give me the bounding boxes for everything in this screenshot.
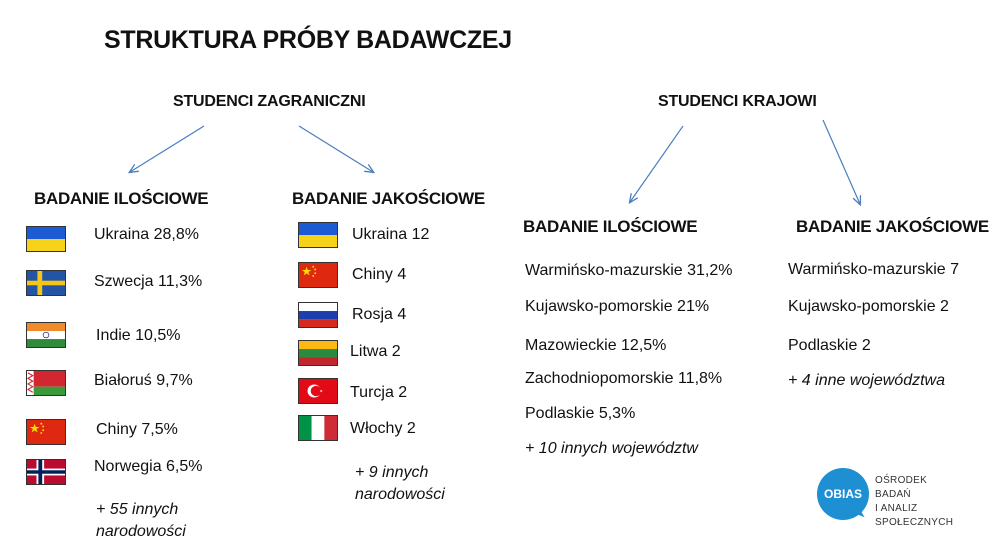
logo-caption bbox=[875, 474, 953, 530]
arrow-domestic-quantitative bbox=[630, 126, 683, 202]
belarus-flag-icon bbox=[26, 370, 66, 396]
russia-flag-icon bbox=[298, 302, 338, 328]
list-item: Chiny 7,5% bbox=[96, 421, 178, 438]
sweden-flag-icon bbox=[26, 270, 66, 296]
list-item: Mazowieckie 12,5% bbox=[525, 337, 667, 354]
china-flag-icon bbox=[26, 419, 66, 445]
arrow-foreign-quantitative bbox=[130, 126, 204, 172]
list-item: Zachodniopomorskie 11,8% bbox=[525, 370, 723, 387]
list-item: Warmińsko-mazurskie 7 bbox=[788, 261, 959, 278]
list-item: Włochy 2 bbox=[350, 420, 416, 437]
list-item: Rosja 4 bbox=[352, 306, 407, 323]
list-item: Kujawsko-pomorskie 21% bbox=[525, 298, 710, 315]
list-item: Szwecja 11,3% bbox=[94, 273, 203, 290]
list-item: Turcja 2 bbox=[350, 384, 408, 401]
list-item: Indie 10,5% bbox=[96, 327, 181, 344]
list-item: Podlaskie 5,3% bbox=[525, 405, 636, 422]
domestic-qualitative-header: BADANIE JAKOŚCIOWE bbox=[796, 217, 989, 236]
logo-line-2: I ANALIZ SPOŁECZNYCH bbox=[875, 503, 954, 528]
more-nationalities-note: + 9 innych narodowości bbox=[355, 464, 445, 503]
list-item: Ukraina 28,8% bbox=[94, 226, 199, 243]
italy-flag-icon bbox=[298, 415, 338, 441]
list-item: Ukraina 12 bbox=[352, 226, 430, 243]
group-foreign-students: STUDENCI ZAGRANICZNI bbox=[173, 93, 366, 110]
turkey-flag-icon bbox=[298, 378, 338, 404]
logo-mark: OBIAS bbox=[817, 468, 869, 520]
domestic-quantitative-header: BADANIE ILOŚCIOWE bbox=[523, 217, 698, 236]
arrow-foreign-qualitative bbox=[299, 126, 373, 172]
list-item: Litwa 2 bbox=[350, 343, 401, 360]
logo-line-1: OŚRODEK BADAŃ bbox=[875, 475, 928, 500]
china-flag-icon bbox=[298, 262, 338, 288]
list-item: Podlaskie 2 bbox=[788, 337, 871, 354]
list-item: Chiny 4 bbox=[352, 266, 407, 283]
ukraine-flag-icon bbox=[298, 222, 338, 248]
arrow-domestic-qualitative bbox=[823, 120, 860, 204]
india-flag-icon bbox=[26, 322, 66, 348]
list-item: Białoruś 9,7% bbox=[94, 372, 193, 389]
list-item: Kujawsko-pomorskie 2 bbox=[788, 298, 949, 315]
ukraine-flag-icon bbox=[26, 226, 66, 252]
page-title: STRUKTURA PRÓBY BADAWCZEJ bbox=[104, 26, 512, 54]
list-item: Norwegia 6,5% bbox=[94, 458, 203, 475]
foreign-qualitative-header: BADANIE JAKOŚCIOWE bbox=[292, 189, 485, 208]
group-domestic-students: STUDENCI KRAJOWI bbox=[658, 93, 817, 110]
foreign-quantitative-header: BADANIE ILOŚCIOWE bbox=[34, 189, 209, 208]
more-nationalities-note: + 55 innych narodowości bbox=[96, 501, 186, 540]
norway-flag-icon bbox=[26, 459, 66, 485]
more-voivodeships-note: + 10 innych województw bbox=[525, 440, 698, 457]
more-voivodeships-note: + 4 inne województwa bbox=[788, 372, 945, 389]
list-item: Warmińsko-mazurskie 31,2% bbox=[525, 262, 733, 279]
lithuania-flag-icon bbox=[298, 340, 338, 366]
